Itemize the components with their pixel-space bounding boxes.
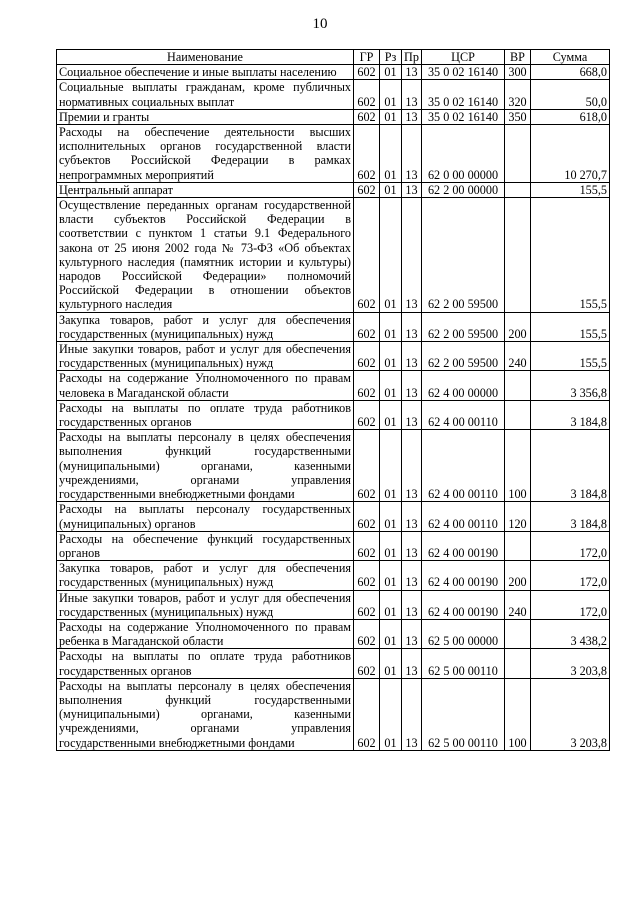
table-row <box>57 80 610 109</box>
cell-name: Расходы на выплаты персоналу в целях обеспечения выполнения функций государственными (муниципальными) органами, казенными учреждениями, органами управления государственными внебюджетными фондами <box>57 430 354 502</box>
cell-pr: 13 <box>402 430 422 502</box>
cell-vr <box>505 198 531 313</box>
cell-csr: 62 5 00 00110 <box>422 678 505 750</box>
cell-gr: 602 <box>354 649 380 678</box>
cell-gr: 602 <box>354 590 380 619</box>
cell-name: Расходы на выплаты персоналу в целях обеспечения выполнения функций государственными (муниципальными) органами, казенными учреждениями, органами управления государственными внебюджетными фондами <box>57 678 354 750</box>
header-gr: ГР <box>354 50 380 65</box>
cell-name: Расходы на содержание Уполномоченного по правам ребенка в Магаданской области <box>57 619 354 648</box>
cell-csr: 62 4 00 00190 <box>422 590 505 619</box>
cell-name: Расходы на выплаты по оплате труда работников государственных органов <box>57 400 354 429</box>
cell-rz: 01 <box>380 400 402 429</box>
cell-pr: 13 <box>402 649 422 678</box>
cell-csr: 62 4 00 00110 <box>422 502 505 531</box>
table-row <box>57 678 610 750</box>
cell-name: Закупка товаров, работ и услуг для обеспечения государственных (муниципальных) нужд <box>57 561 354 590</box>
cell-vr <box>505 619 531 648</box>
cell-name: Расходы на выплаты по оплате труда работников государственных органов <box>57 649 354 678</box>
table-row <box>57 561 610 590</box>
cell-sum: 155,5 <box>531 182 610 197</box>
cell-csr: 62 2 00 59500 <box>422 342 505 371</box>
cell-name: Премии и гранты <box>57 109 354 124</box>
cell-sum: 3 203,8 <box>531 678 610 750</box>
table-row <box>57 182 610 197</box>
cell-sum: 618,0 <box>531 109 610 124</box>
cell-gr: 602 <box>354 125 380 183</box>
cell-csr: 62 4 00 00110 <box>422 430 505 502</box>
header-rz: Рз <box>380 50 402 65</box>
cell-gr: 602 <box>354 430 380 502</box>
cell-sum: 155,5 <box>531 198 610 313</box>
cell-pr: 13 <box>402 561 422 590</box>
cell-pr: 13 <box>402 619 422 648</box>
cell-sum: 3 184,8 <box>531 400 610 429</box>
header-sum: Сумма <box>531 50 610 65</box>
table-body <box>57 65 610 751</box>
cell-csr: 62 4 00 00190 <box>422 531 505 560</box>
cell-name: Расходы на содержание Уполномоченного по правам человека в Магаданской области <box>57 371 354 400</box>
cell-csr: 62 5 00 00000 <box>422 619 505 648</box>
cell-sum: 668,0 <box>531 65 610 80</box>
table-row <box>57 198 610 313</box>
cell-csr: 62 0 00 00000 <box>422 125 505 183</box>
cell-name: Иные закупки товаров, работ и услуг для обеспечения государственных (муниципальных) нужд <box>57 342 354 371</box>
cell-gr: 602 <box>354 109 380 124</box>
cell-pr: 13 <box>402 182 422 197</box>
cell-sum: 50,0 <box>531 80 610 109</box>
cell-name: Расходы на обеспечение функций государственных органов <box>57 531 354 560</box>
cell-pr: 13 <box>402 109 422 124</box>
cell-rz: 01 <box>380 619 402 648</box>
cell-csr: 62 4 00 00000 <box>422 371 505 400</box>
cell-sum: 172,0 <box>531 531 610 560</box>
cell-csr: 62 4 00 00190 <box>422 561 505 590</box>
cell-vr: 350 <box>505 109 531 124</box>
cell-csr: 62 2 00 59500 <box>422 198 505 313</box>
cell-vr: 320 <box>505 80 531 109</box>
header-csr: ЦСР <box>422 50 505 65</box>
table-row <box>57 125 610 183</box>
cell-rz: 01 <box>380 342 402 371</box>
cell-vr: 120 <box>505 502 531 531</box>
cell-csr: 62 2 00 00000 <box>422 182 505 197</box>
cell-gr: 602 <box>354 312 380 341</box>
cell-name: Осуществление переданных органам государственной власти субъектов Российской Федерации в соответствии с пунктом 1 статьи 9.1 Федерального закона от 25 июня 2002 года № 73-ФЗ «Об объектах культурного наследия (памятник истории и культуры) народов Российской Федерации» полномочий Российской Федерации в отношении объектов культурного наследия <box>57 198 354 313</box>
cell-sum: 3 203,8 <box>531 649 610 678</box>
cell-csr: 35 0 02 16140 <box>422 109 505 124</box>
cell-vr: 200 <box>505 312 531 341</box>
cell-vr: 100 <box>505 678 531 750</box>
cell-sum: 172,0 <box>531 561 610 590</box>
cell-sum: 3 356,8 <box>531 371 610 400</box>
table-header-row <box>57 50 610 65</box>
table-row <box>57 371 610 400</box>
cell-pr: 13 <box>402 198 422 313</box>
table-row <box>57 342 610 371</box>
table-row <box>57 502 610 531</box>
cell-sum: 155,5 <box>531 342 610 371</box>
cell-rz: 01 <box>380 649 402 678</box>
cell-sum: 3 438,2 <box>531 619 610 648</box>
cell-gr: 602 <box>354 502 380 531</box>
cell-vr: 300 <box>505 65 531 80</box>
cell-csr: 35 0 02 16140 <box>422 65 505 80</box>
cell-vr <box>505 371 531 400</box>
table-row <box>57 312 610 341</box>
budget-table <box>56 49 610 751</box>
cell-name: Закупка товаров, работ и услуг для обеспечения государственных (муниципальных) нужд <box>57 312 354 341</box>
cell-gr: 602 <box>354 619 380 648</box>
cell-csr: 62 2 00 59500 <box>422 312 505 341</box>
cell-pr: 13 <box>402 65 422 80</box>
cell-vr: 100 <box>505 430 531 502</box>
cell-pr: 13 <box>402 531 422 560</box>
header-pr: Пр <box>402 50 422 65</box>
cell-pr: 13 <box>402 590 422 619</box>
cell-gr: 602 <box>354 182 380 197</box>
cell-vr: 240 <box>505 590 531 619</box>
cell-gr: 602 <box>354 531 380 560</box>
cell-gr: 602 <box>354 678 380 750</box>
cell-gr: 602 <box>354 400 380 429</box>
cell-rz: 01 <box>380 502 402 531</box>
cell-rz: 01 <box>380 65 402 80</box>
cell-pr: 13 <box>402 400 422 429</box>
page-number: 10 <box>312 16 328 32</box>
table-row <box>57 430 610 502</box>
cell-rz: 01 <box>380 561 402 590</box>
cell-vr <box>505 182 531 197</box>
cell-vr: 240 <box>505 342 531 371</box>
cell-sum: 3 184,8 <box>531 430 610 502</box>
cell-gr: 602 <box>354 65 380 80</box>
table-row <box>57 109 610 124</box>
cell-rz: 01 <box>380 590 402 619</box>
table-row <box>57 400 610 429</box>
cell-sum: 155,5 <box>531 312 610 341</box>
table-row <box>57 649 610 678</box>
cell-gr: 602 <box>354 342 380 371</box>
cell-vr <box>505 125 531 183</box>
cell-sum: 3 184,8 <box>531 502 610 531</box>
cell-rz: 01 <box>380 430 402 502</box>
cell-rz: 01 <box>380 371 402 400</box>
cell-pr: 13 <box>402 125 422 183</box>
cell-pr: 13 <box>402 502 422 531</box>
cell-pr: 13 <box>402 312 422 341</box>
cell-gr: 602 <box>354 198 380 313</box>
cell-pr: 13 <box>402 342 422 371</box>
cell-rz: 01 <box>380 109 402 124</box>
cell-rz: 01 <box>380 80 402 109</box>
cell-pr: 13 <box>402 371 422 400</box>
cell-gr: 602 <box>354 371 380 400</box>
table-row <box>57 590 610 619</box>
cell-name: Социальное обеспечение и иные выплаты населению <box>57 65 354 80</box>
cell-csr: 62 5 00 00110 <box>422 649 505 678</box>
cell-rz: 01 <box>380 312 402 341</box>
table-row <box>57 619 610 648</box>
header-vr: ВР <box>505 50 531 65</box>
cell-csr: 35 0 02 16140 <box>422 80 505 109</box>
cell-pr: 13 <box>402 80 422 109</box>
cell-rz: 01 <box>380 182 402 197</box>
cell-name: Расходы на выплаты персоналу государственных (муниципальных) органов <box>57 502 354 531</box>
header-name: Наименование <box>57 50 354 65</box>
cell-sum: 10 270,7 <box>531 125 610 183</box>
cell-sum: 172,0 <box>531 590 610 619</box>
cell-gr: 602 <box>354 561 380 590</box>
cell-name: Социальные выплаты гражданам, кроме публичных нормативных социальных выплат <box>57 80 354 109</box>
table-row <box>57 65 610 80</box>
table-row <box>57 531 610 560</box>
cell-rz: 01 <box>380 198 402 313</box>
cell-gr: 602 <box>354 80 380 109</box>
cell-rz: 01 <box>380 125 402 183</box>
cell-csr: 62 4 00 00110 <box>422 400 505 429</box>
cell-vr <box>505 400 531 429</box>
cell-vr <box>505 649 531 678</box>
cell-vr: 200 <box>505 561 531 590</box>
cell-name: Расходы на обеспечение деятельности высших исполнительных органов государственной власти субъектов Российской Федерации в рамках непрограммных мероприятий <box>57 125 354 183</box>
cell-name: Иные закупки товаров, работ и услуг для обеспечения государственных (муниципальных) нужд <box>57 590 354 619</box>
cell-rz: 01 <box>380 678 402 750</box>
cell-pr: 13 <box>402 678 422 750</box>
cell-vr <box>505 531 531 560</box>
cell-rz: 01 <box>380 531 402 560</box>
cell-name: Центральный аппарат <box>57 182 354 197</box>
